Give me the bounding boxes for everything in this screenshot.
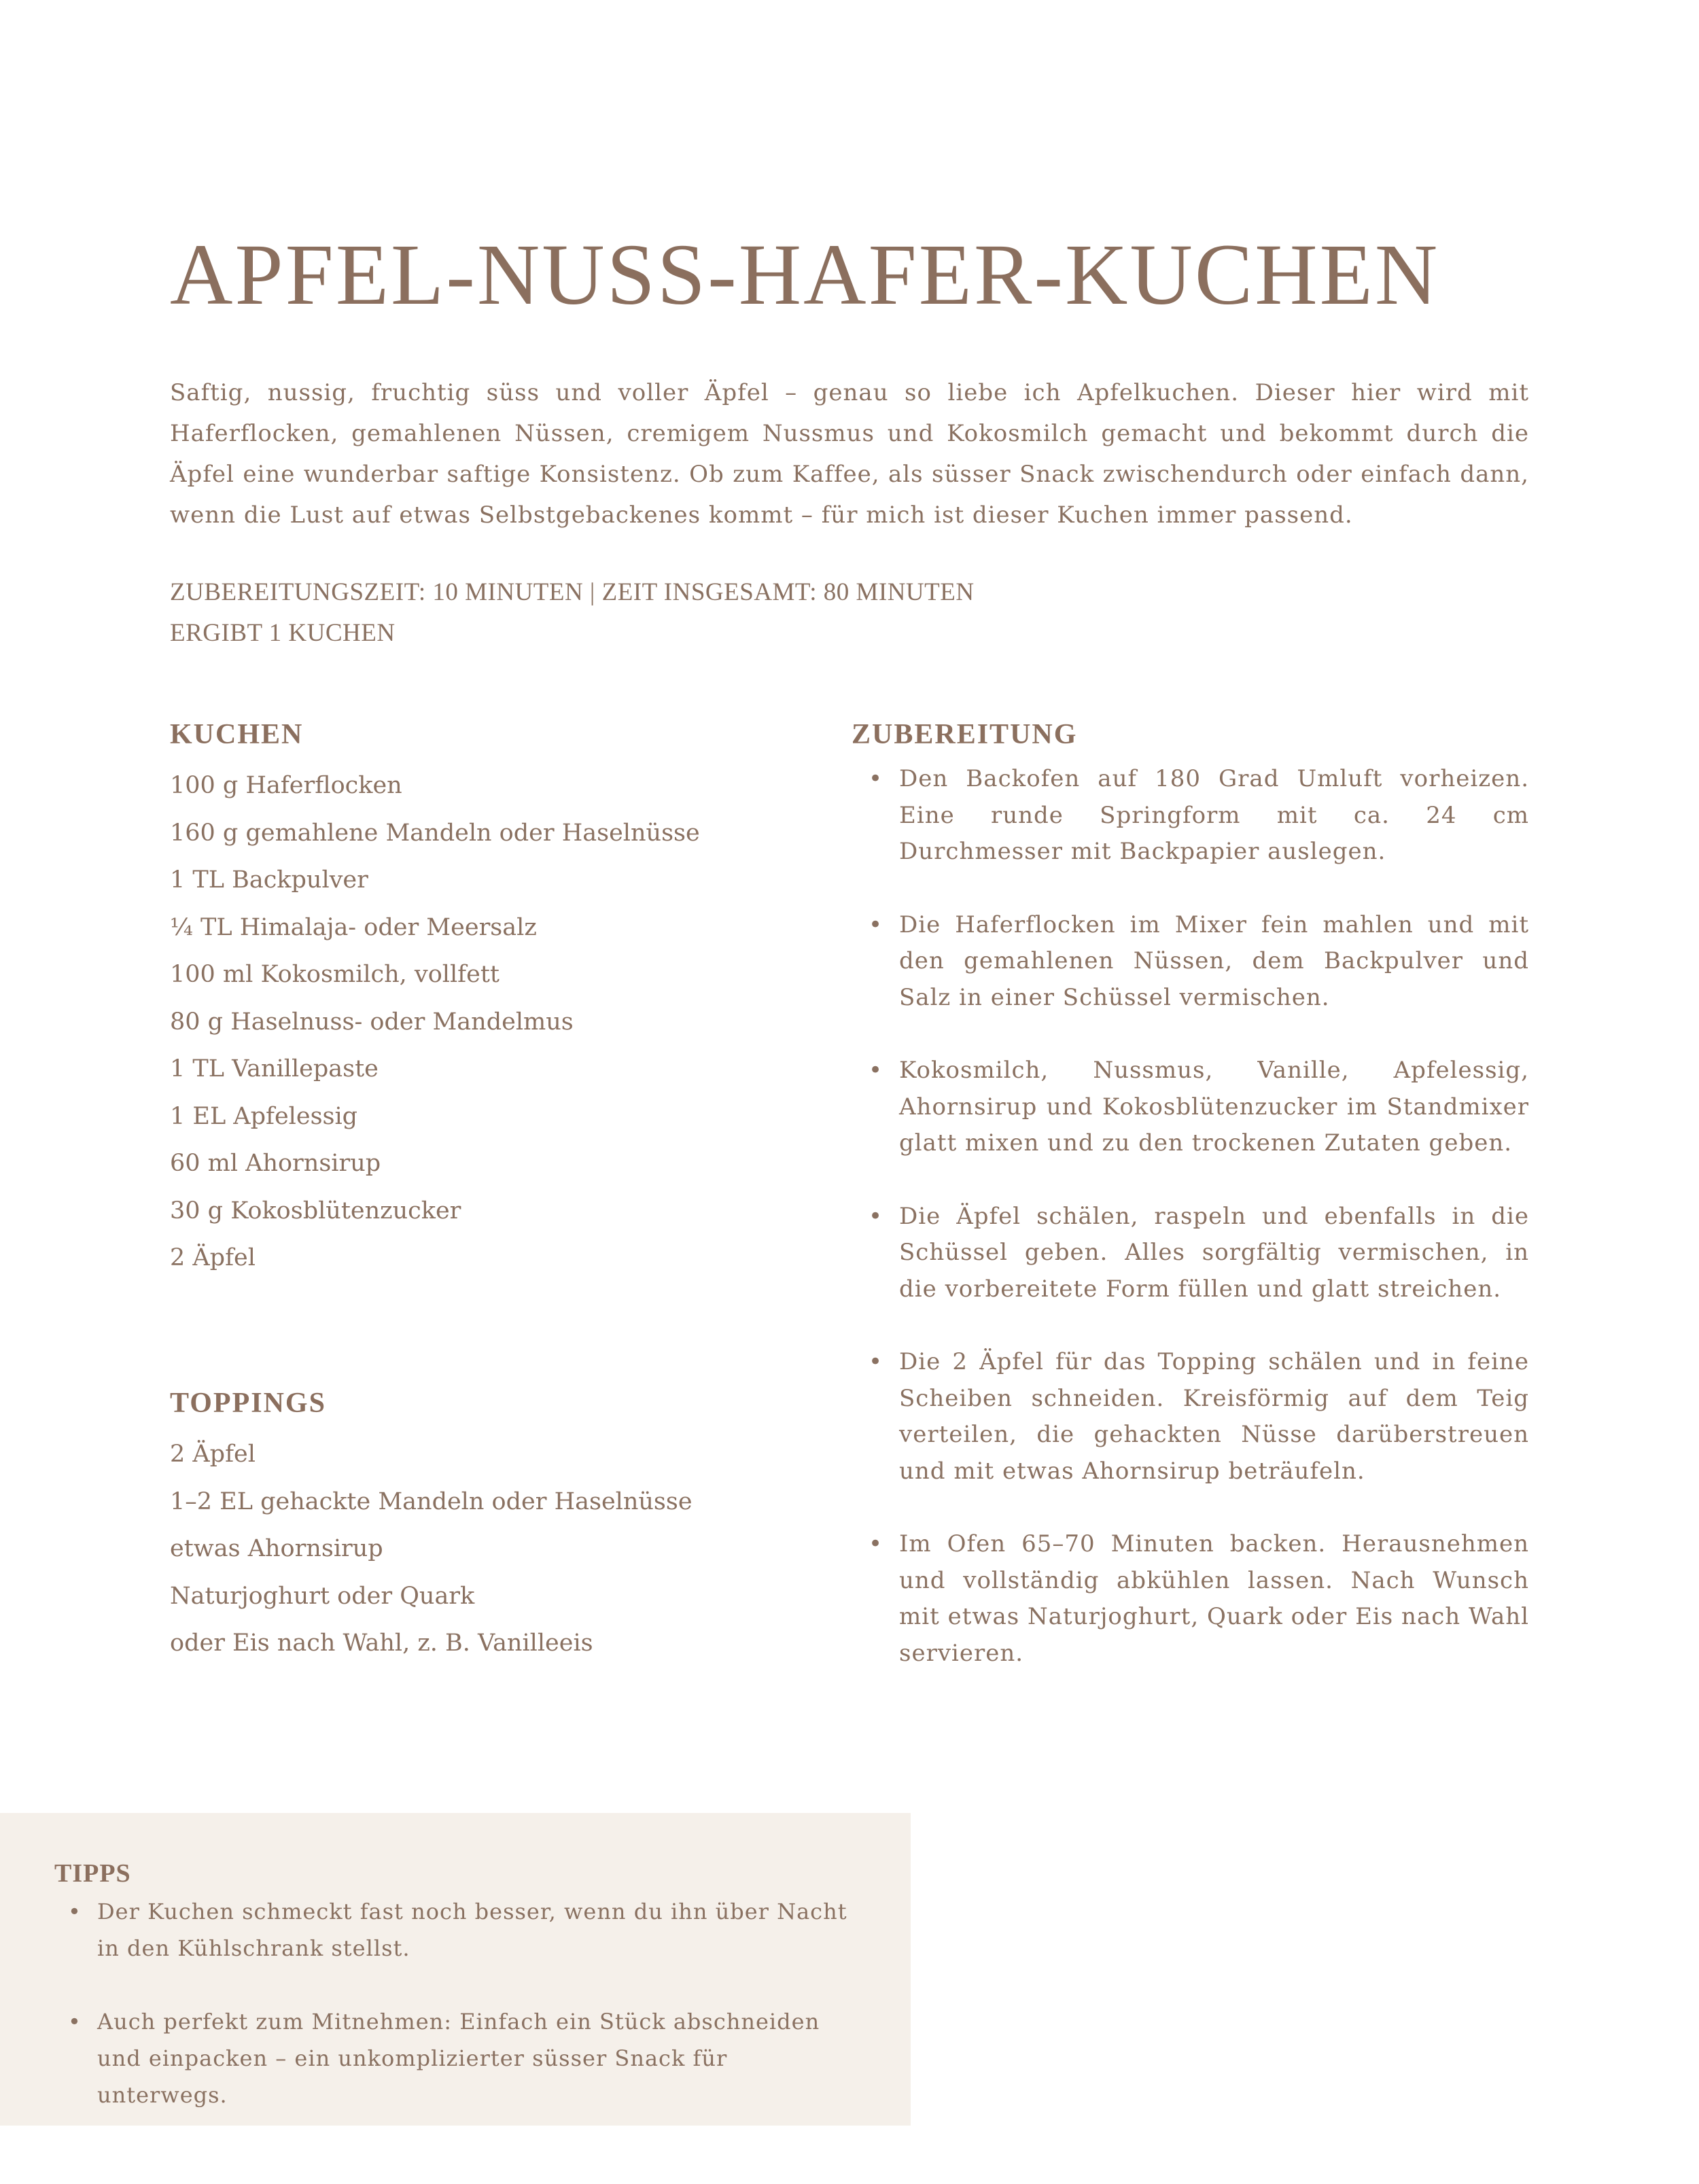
ingredient-item: 160 g gemahlene Mandeln oder Haselnüsse (170, 819, 700, 847)
tipp-item (54, 2003, 863, 2113)
bullet-icon: • (68, 1899, 82, 1924)
ingredient-item: 1 EL Apfelessig (170, 1102, 358, 1130)
bullet-icon: • (869, 1348, 883, 1375)
step-item (852, 1526, 1529, 1672)
ingredient-item: 2 Äpfel (170, 1244, 256, 1271)
bullet-icon: • (869, 1057, 883, 1084)
step-item (852, 1344, 1529, 1490)
step-text: Die Äpfel schälen, raspeln und ebenfalls in die Schüssel geben. Alles sorgfältig vermischen, in die vorbereitete Form füllen und glatt streichen. (899, 1202, 1529, 1303)
recipe-times: ZUBEREITUNGSZEIT: 10 MINUTEN | ZEIT INSGESAMT: 80 MINUTEN (170, 578, 975, 606)
recipe-title: APFEL-NUSS-HAFER-KUCHEN (170, 226, 1440, 323)
toppings-ingredient-list (170, 1431, 850, 1668)
toppings-ingredients (170, 1389, 850, 1668)
recipe-meta (170, 572, 975, 654)
step-item (852, 907, 1529, 1017)
kuchen-ingredient-list (170, 762, 850, 1282)
ingredient-item: 1 TL Vanillepaste (170, 1055, 379, 1082)
bullet-icon: • (869, 1530, 883, 1557)
tipp-item (54, 1893, 863, 1967)
step-text: Im Ofen 65–70 Minuten backen. Herausnehmen und vollständig abkühlen lassen. Nach Wunsch mit etwas Naturjoghurt, Quark oder Eis nach Wahl servieren. (899, 1530, 1529, 1667)
tipps-list (54, 1893, 863, 2150)
step-text: Die 2 Äpfel für das Topping schälen und in feine Scheiben schneiden. Kreisförmig auf dem Teig verteilen, die gehackten Nüsse darüberstreuen und mit etwas Ahornsirup beträufeln. (899, 1348, 1529, 1485)
topping-item: 1–2 EL gehackte Mandeln oder Haselnüsse (170, 1487, 693, 1515)
tipp-text: Auch perfekt zum Mitnehmen: Einfach ein Stück abschneiden und einpacken – ein unkomplizierter süsser Snack für unterwegs. (97, 2009, 820, 2108)
topping-item: Naturjoghurt oder Quark (170, 1582, 475, 1610)
ingredient-item: 80 g Haselnuss- oder Mandelmus (170, 1008, 574, 1036)
zubereitung-section (852, 720, 1529, 1708)
topping-item: 2 Äpfel (170, 1441, 256, 1468)
zubereitung-step-list (852, 761, 1529, 1672)
tipp-text: Der Kuchen schmeckt fast noch besser, wenn du ihn über Nacht in den Kühlschrank stellst. (97, 1899, 847, 1961)
step-item (852, 761, 1529, 870)
zubereitung-heading: ZUBEREITUNG (852, 719, 1078, 750)
ingredient-item: 30 g Kokosblütenzucker (170, 1197, 461, 1225)
tipps-heading: TIPPS (54, 1859, 131, 1888)
recipe-yield: ERGIBT 1 KUCHEN (170, 619, 396, 647)
bullet-icon: • (869, 1202, 883, 1230)
ingredient-item: 100 g Haferflocken (170, 772, 402, 799)
bullet-icon: • (68, 2009, 82, 2035)
ingredient-item: 60 ml Ahornsirup (170, 1150, 381, 1177)
step-text: Den Backofen auf 180 Grad Umluft vorheizen. Eine runde Springform mit ca. 24 cm Durchmesser mit Backpapier auslegen. (899, 765, 1529, 865)
step-text: Kokosmilch, Nussmus, Vanille, Apfelessig, Ahornsirup und Kokosblütenzucker im Standmixer glatt mixen und zu den trockenen Zutaten geben. (899, 1057, 1529, 1157)
topping-item: etwas Ahornsirup (170, 1535, 383, 1562)
step-item (852, 1199, 1529, 1308)
kuchen-heading: KUCHEN (170, 719, 304, 750)
step-item (852, 1053, 1529, 1162)
ingredient-item: 100 ml Kokosmilch, vollfett (170, 961, 500, 988)
toppings-heading: TOPPINGS (170, 1388, 326, 1419)
recipe-intro: Saftig, nussig, fruchtig süss und voller Äpfel – genau so liebe ich Apfelkuchen. Dieser hier wird mit Haferflocken, gemahlenen Nüssen, cremigem Nussmus und Kokosmilch gemacht und bekommt durch die Äpfel eine wunderbar saftige Konsistenz. Ob zum Kaffee, als süsser Snack zwischendurch oder einfach dann, wenn die Lust auf etwas Selbstgebackenes kommt – für mich ist dieser Kuchen immer passend. (170, 379, 1529, 529)
bullet-icon: • (869, 765, 883, 792)
tipps-box (0, 1813, 911, 2126)
kuchen-ingredients (170, 720, 850, 1282)
bullet-icon: • (869, 911, 883, 938)
step-text: Die Haferflocken im Mixer fein mahlen und mit den gemahlenen Nüssen, dem Backpulver und Salz in einer Schüssel vermischen. (899, 911, 1529, 1011)
ingredient-item: 1 TL Backpulver (170, 866, 368, 894)
topping-item: oder Eis nach Wahl, z. B. Vanilleeis (170, 1630, 593, 1657)
ingredient-item: ¼ TL Himalaja- oder Meersalz (170, 913, 537, 941)
